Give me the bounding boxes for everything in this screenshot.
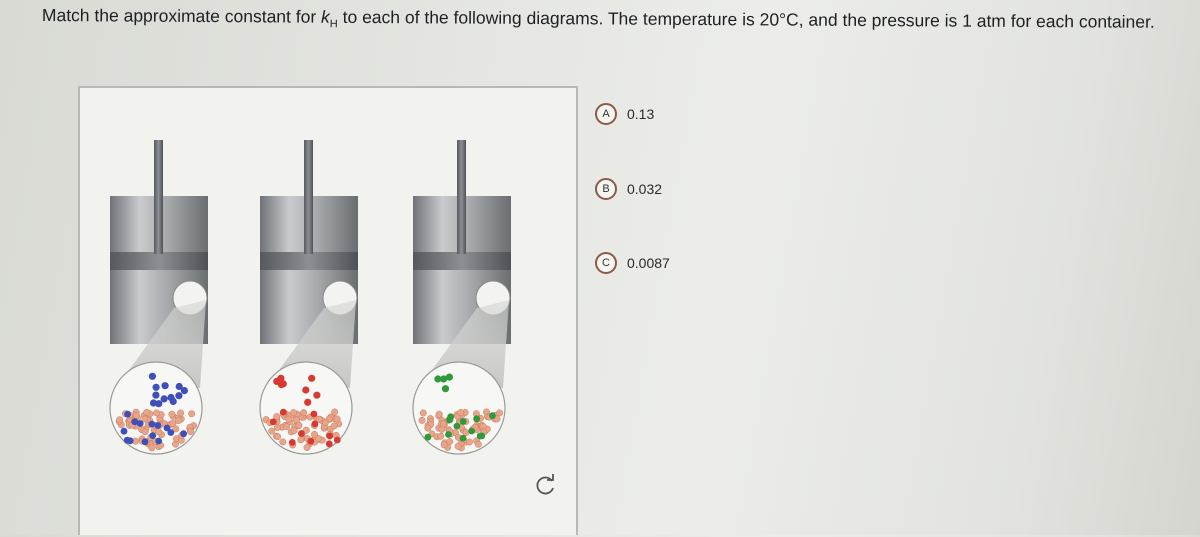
solvent-molecule [304,444,310,450]
diagram-panel [78,86,578,535]
question-text [42,2,1182,42]
piston-rod [457,140,466,254]
dissolved-gas-molecule [326,433,333,440]
dissolved-gas-molecule [127,437,134,444]
dissolved-gas-molecule [307,438,314,445]
choice-b-value: 0.032 [627,181,663,197]
dissolved-gas-molecule [149,421,156,428]
gas-molecule [153,384,160,391]
solvent-molecule [144,409,150,415]
dissolved-gas-molecule [121,428,128,435]
dissolved-gas-molecule [311,411,318,418]
solvent-molecule [466,439,472,445]
solvent-molecule [142,429,148,435]
dissolved-gas-molecule [280,409,287,416]
dissolved-gas-molecule [270,419,277,426]
solvent-molecule [177,410,183,416]
reset-icon[interactable] [534,473,558,497]
choice-c-value: 0.0087 [627,255,670,271]
piston-head [110,252,208,270]
gas-molecule [161,395,168,402]
dissolved-gas-molecule [454,423,461,430]
dissolved-gas-molecule [489,412,496,419]
solvent-molecule [440,421,446,427]
piston-rod [304,140,313,254]
solvent-molecule [175,417,181,423]
dissolved-gas-molecule [473,415,480,422]
gas-molecule [277,375,284,382]
containers-figure [80,88,580,537]
solvent-molecule [436,411,442,417]
gas-molecule [152,392,159,399]
solvent-molecule [420,410,426,416]
gas-molecule [302,386,309,393]
question-prefix: Match the approximate constant for [41,4,322,27]
dissolved-gas-molecule [446,417,453,424]
solvent-molecule [293,417,299,423]
solvent-molecule [275,433,281,439]
solvent-molecule [291,427,297,433]
solvent-molecule [169,411,175,417]
question-suffix: to each of the following diagrams. The temperature is 20°C, and the pressure is 1 atm for each container. [337,6,1155,32]
dissolved-gas-molecule [460,435,467,442]
solvent-molecule [290,409,296,415]
dissolved-gas-molecule [312,421,319,428]
solvent-molecule [455,443,461,449]
solvent-molecule [274,424,280,430]
solvent-molecule [133,412,139,418]
gas-molecule [434,375,441,382]
solvent-molecule [187,428,193,434]
gas-molecule [162,382,169,389]
solvent-molecule [153,410,159,416]
gas-molecule [446,374,453,381]
solvent-molecule [458,409,464,415]
dissolved-gas-molecule [425,434,432,441]
choice-b-marker[interactable]: B [595,178,617,200]
solvent-molecule [269,428,275,434]
solvent-molecule [480,423,486,429]
gas-molecule [304,399,311,406]
gas-molecule [313,392,320,399]
dissolved-gas-molecule [468,428,475,435]
solvent-molecule [283,423,289,429]
choice-a-value: 0.13 [627,106,655,122]
dissolved-gas-molecule [334,437,341,444]
solvent-molecule [149,445,155,451]
dissolved-gas-molecule [164,425,171,432]
solvent-molecule [322,420,328,426]
container-blue-gas [110,140,208,454]
gas-molecule [149,373,156,380]
gas-molecule [442,385,449,392]
container-red-gas [260,140,358,454]
gas-molecule [155,400,162,407]
solvent-molecule [156,429,162,435]
gas-molecule [181,387,188,394]
dissolved-gas-molecule [131,418,138,425]
solvent-molecule [441,442,447,448]
piston-head [413,252,511,270]
solvent-molecule [475,441,481,447]
k-symbol: k [321,6,330,27]
container-green-gas [413,140,511,454]
dissolved-gas-molecule [298,430,305,437]
dissolved-gas-molecule [445,431,452,438]
gas-molecule [175,392,182,399]
solvent-molecule [286,416,292,422]
solvent-molecule [298,437,304,443]
piston-rod [154,140,163,254]
solvent-molecule [334,416,340,422]
solvent-molecule [331,409,337,415]
gas-molecule [278,381,285,388]
dissolved-gas-molecule [289,439,296,446]
choice-b[interactable] [595,178,662,200]
dissolved-gas-molecule [155,438,162,445]
gas-molecule [308,375,315,382]
solvent-molecule [331,423,337,429]
gas-molecule [167,394,174,401]
k-subscript: H [329,18,338,31]
choice-a-marker[interactable]: A [595,103,617,125]
dissolved-gas-molecule [142,438,149,445]
solvent-molecule [300,409,306,415]
dissolved-gas-molecule [326,440,333,447]
dissolved-gas-molecule [460,418,467,425]
solvent-molecule [280,439,286,445]
choice-c[interactable] [595,252,670,274]
solvent-molecule [438,433,444,439]
dissolved-gas-molecule [478,433,485,440]
solvent-molecule [116,417,122,423]
solvent-molecule [316,435,322,441]
choice-a[interactable] [595,103,654,125]
solvent-molecule [419,417,425,423]
dissolved-gas-molecule [149,432,156,439]
solvent-molecule [496,410,502,416]
solvent-molecule [188,411,194,417]
solvent-molecule [425,425,431,431]
dissolved-gas-molecule [180,430,187,437]
dissolved-gas-molecule [155,422,162,429]
choice-c-marker[interactable]: C [595,252,617,274]
solvent-molecule [447,438,453,444]
dissolved-gas-molecule [124,411,131,418]
piston-head [260,252,358,270]
solvent-molecule [170,420,176,426]
